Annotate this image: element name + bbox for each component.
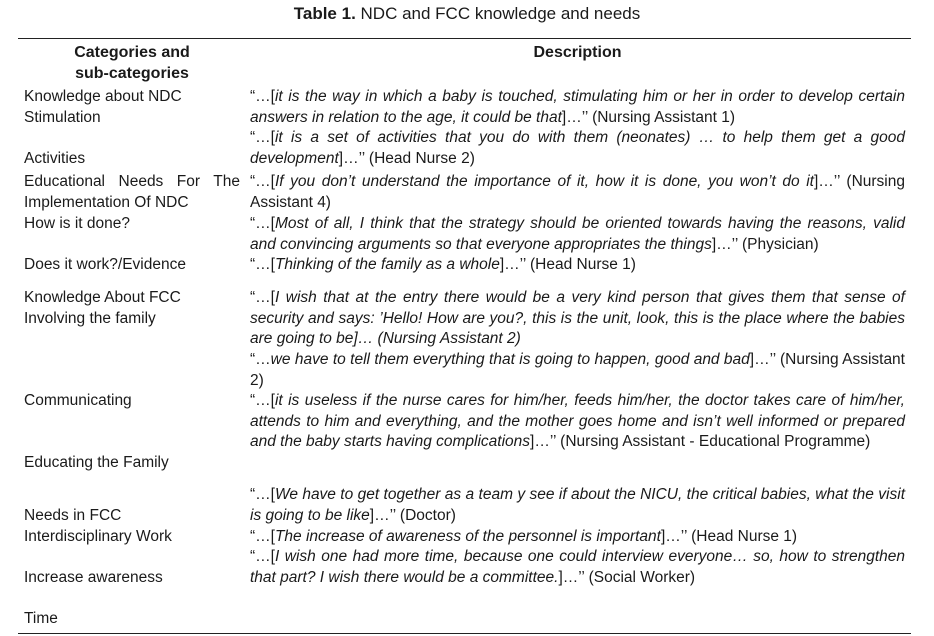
quote-10: “…[The increase of awareness of the personnel is important]…’’ (Head Nurse 1) bbox=[250, 528, 798, 545]
quote-8: “…[it is useless if the nurse cares for him/her, feeds him/her, the doctor takes care of him/her, attends to him and everything, and the mother goes home and isn’t well informed or prepared and the baby starts having complications]…’’ (Nursing Assistant - Educational Programme) bbox=[250, 392, 905, 451]
category-educational-needs-2: Implementation Of NDC bbox=[24, 194, 189, 211]
category-how: How is it done? bbox=[24, 215, 130, 232]
category-communicating: Communicating bbox=[24, 392, 132, 409]
quote-1: “…[it is the way in which a baby is touched, stimulating him or her in order to develop certain answers in relation to the age, it could be that]…’’ (Nursing Assistant 1) bbox=[250, 88, 905, 126]
quote-3: “…[If you don’t understand the importance of it, how it is done, you won’t do it]…’’ (Nursing Assistant 4) bbox=[250, 173, 905, 211]
category-does-it-work: Does it work?/Evidence bbox=[24, 256, 186, 273]
quote-2: “…[it is a set of activities that you do with them (neonates) … to help them get a good development]…’’ (Head Nurse 2) bbox=[250, 129, 905, 167]
header-description: Description bbox=[533, 44, 622, 61]
quote-4: “…[Most of all, I think that the strategy should be oriented towards having the reasons, valid and convincing arguments so that everyone appropriates the things]…’’ (Physician) bbox=[250, 215, 905, 253]
category-interdisciplinary: Interdisciplinary Work bbox=[24, 528, 172, 545]
header-categories: Categories and sub-categories bbox=[74, 44, 190, 82]
category-needs-fcc: Needs in FCC bbox=[24, 507, 122, 524]
quote-6: “…[I wish that at the entry there would be a very kind person that gives them that sense of security and says: ’Hello! How are you?, this is the unit, look, this is the place where the babies are going to be]… (Nursing Assistant 2) bbox=[250, 289, 905, 348]
table-label: Table 1. bbox=[293, 4, 356, 23]
quote-11: “…[I wish one had more time, because one could interview everyone… so, how to strengthen that part? I wish there would be a committee.]…’’ (Social Worker) bbox=[250, 548, 905, 586]
category-educating: Educating the Family bbox=[24, 454, 169, 471]
table-title: NDC and FCC knowledge and needs bbox=[360, 4, 641, 23]
category-time: Time bbox=[24, 610, 58, 627]
quote-5: “…[Thinking of the family as a whole]…’’ (Head Nurse 1) bbox=[250, 256, 636, 273]
table-caption bbox=[0, 4, 934, 24]
category-knowledge-ndc: Knowledge about NDC Stimulation bbox=[24, 88, 182, 126]
category-educational-needs-1: Educational Needs For The bbox=[24, 173, 240, 190]
category-awareness: Increase awareness bbox=[24, 569, 163, 586]
quote-9: “…[We have to get together as a team y see if about the NICU, the critical babies, what the visit is going to be like]…’’ (Doctor) bbox=[250, 486, 905, 524]
top-rule bbox=[18, 38, 911, 39]
category-activities: Activities bbox=[24, 150, 86, 167]
quote-7: “…we have to tell them everything that is going to happen, good and bad]…’’ (Nursing Assistant 2) bbox=[250, 351, 905, 389]
category-knowledge-fcc: Knowledge About FCC Involving the family bbox=[24, 289, 181, 327]
bottom-rule bbox=[18, 633, 911, 634]
